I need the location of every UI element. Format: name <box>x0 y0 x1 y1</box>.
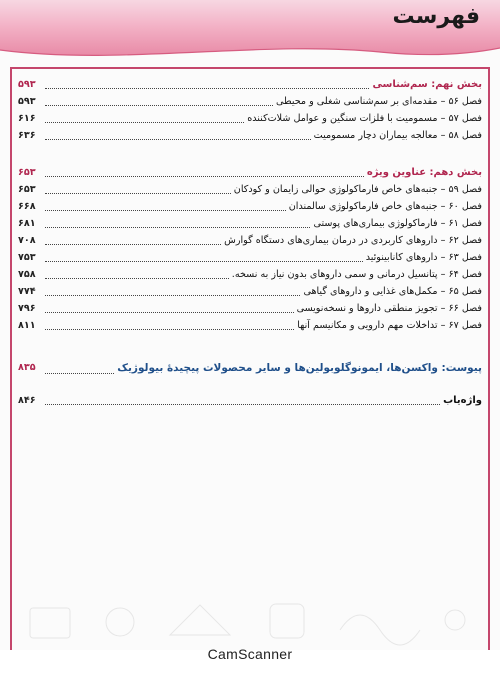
toc-entry-label: فصل ۶۰ – جنبه‌های خاص فارماکولوژی سالمندان <box>288 201 482 212</box>
dot-leader <box>45 329 294 330</box>
toc-page-number: ۶۶۸ <box>18 201 36 212</box>
toc-page-number: ۷۵۸ <box>18 269 36 280</box>
toc-entry-label: فصل ۶۳ – داروهای کانابینوئید <box>365 252 482 263</box>
toc-page-number: ۵۹۳ <box>18 96 36 107</box>
toc-page-number: ۷۰۸ <box>18 235 36 246</box>
toc-entry-label: فصل ۶۲ – داروهای کاربردی در درمان بیماری‌های دستگاه گوارش <box>224 235 482 246</box>
dot-leader <box>45 88 369 89</box>
dot-leader <box>45 139 311 140</box>
toc-page-number: ۶۵۳ <box>18 167 36 178</box>
toc-entry[interactable] <box>18 110 482 127</box>
dot-leader <box>45 193 231 194</box>
toc-entry[interactable] <box>18 198 482 215</box>
toc-section-heading[interactable] <box>18 164 482 181</box>
toc-entry-label: فصل ۵۷ – مسمومیت با فلزات سنگین و عوامل شلات‌کننده <box>247 113 482 124</box>
toc-entry[interactable] <box>18 300 482 317</box>
toc-entry[interactable] <box>18 181 482 198</box>
toc-entry-label: فصل ۵۸ – معالجه بیماران دچار مسمومیت <box>313 130 482 141</box>
toc-entry[interactable] <box>18 215 482 232</box>
dot-leader <box>45 261 363 262</box>
dot-leader <box>45 295 300 296</box>
toc-section-9 <box>18 76 482 144</box>
toc-page-number: ۶۳۶ <box>18 130 36 141</box>
dot-leader <box>45 278 229 279</box>
toc-page-number: ۶۸۱ <box>18 218 36 229</box>
toc-page-number: ۶۵۳ <box>18 184 36 195</box>
toc-entry-label: فصل ۶۵ – مکمل‌های غذایی و داروهای گیاهی <box>303 286 482 297</box>
toc-entry-label: فصل ۶۶ – تجویز منطقی داروها و نسخه‌نویسی <box>296 303 482 314</box>
toc-page-number: ۵۹۳ <box>18 79 36 90</box>
toc-appendix[interactable] <box>18 358 482 378</box>
toc-index-label: واژه‌یاب <box>443 395 482 406</box>
toc-page-number: ۷۷۴ <box>18 286 36 297</box>
header-wave-decoration <box>0 40 500 66</box>
dot-leader <box>45 105 273 106</box>
toc-list <box>18 76 482 409</box>
toc-index-entry[interactable] <box>18 392 482 409</box>
dot-leader <box>45 176 364 177</box>
camscanner-watermark: CamScanner <box>207 646 293 662</box>
background-doodle-decoration <box>0 590 500 650</box>
toc-entry-label: فصل ۶۱ – فارماکولوژی بیماری‌های پوستی <box>313 218 482 229</box>
toc-entry[interactable] <box>18 283 482 300</box>
dot-leader <box>45 373 114 374</box>
toc-entry[interactable] <box>18 266 482 283</box>
toc-entry-label: فصل ۵۹ – جنبه‌های خاص فارماکولوژی حوالی زایمان و کودکان <box>233 184 482 195</box>
toc-page-number: ۶۱۶ <box>18 113 36 124</box>
frame-right-border <box>488 67 490 650</box>
toc-entry[interactable] <box>18 232 482 249</box>
dot-leader <box>45 404 440 405</box>
frame-left-border <box>10 67 12 650</box>
toc-section-heading[interactable] <box>18 76 482 93</box>
dot-leader <box>45 244 221 245</box>
page-title: فهرست <box>392 4 480 29</box>
toc-heading-label: بخش دهم: عناوین ویژه <box>366 167 482 178</box>
toc-page-number: ۷۵۳ <box>18 252 36 263</box>
toc-page-number: ۸۳۵ <box>18 362 36 373</box>
toc-entry-label: فصل ۶۴ – پتانسیل درمانی و سمی داروهای بدون نیاز به نسخه. <box>231 269 482 280</box>
toc-entry[interactable] <box>18 93 482 110</box>
toc-page-number: ۷۹۶ <box>18 303 36 314</box>
toc-section-10 <box>18 164 482 334</box>
toc-page-number: ۸۴۶ <box>18 395 36 406</box>
dot-leader <box>45 227 310 228</box>
frame-top-border <box>10 67 490 69</box>
toc-heading-label: بخش نهم: سم‌شناسی <box>372 79 482 90</box>
toc-appendix-label: پیوست: واکسن‌ها، ایمونوگلوبولین‌ها و سایر محصولات پیچیدهٔ بیولوژیک <box>117 362 482 374</box>
toc-entry-label: فصل ۵۶ – مقدمه‌ای بر سم‌شناسی شغلی و محیطی <box>275 96 482 107</box>
dot-leader <box>45 210 286 211</box>
dot-leader <box>45 122 244 123</box>
toc-page-number: ۸۱۱ <box>18 320 36 331</box>
dot-leader <box>45 312 294 313</box>
toc-entry-label: فصل ۶۷ – تداخلات مهم دارویی و مکانیسم آنها <box>297 320 482 331</box>
toc-entry[interactable] <box>18 127 482 144</box>
toc-entry[interactable] <box>18 249 482 266</box>
toc-entry[interactable] <box>18 317 482 334</box>
